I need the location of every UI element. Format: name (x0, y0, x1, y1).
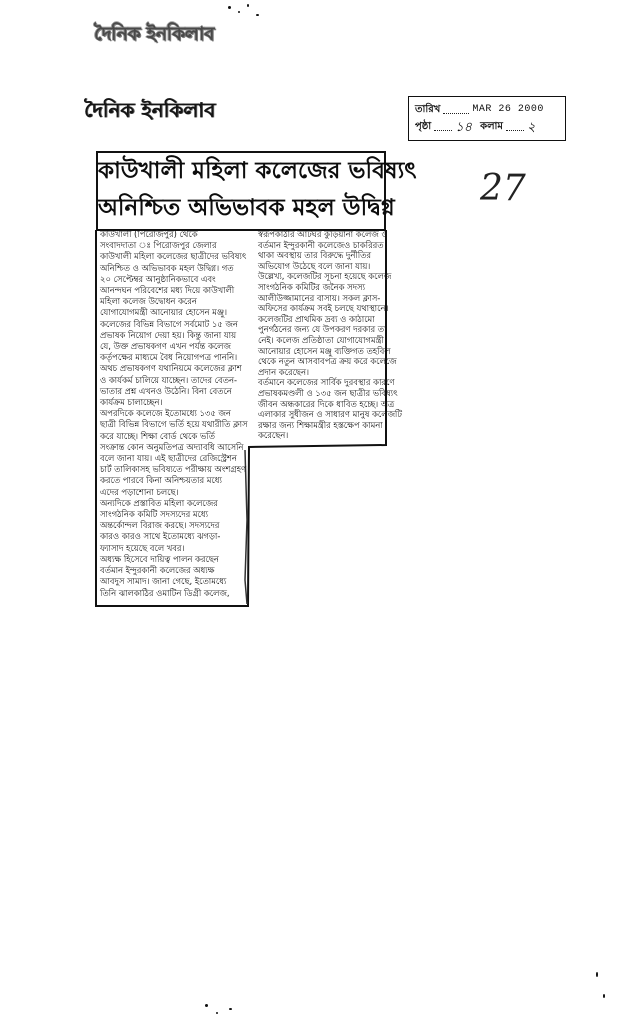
scan-noise (216, 1012, 218, 1014)
article-text-line: কাউখালী মহিলা কলেজের ছাত্রীদের ভবিষ্যৎ (100, 251, 247, 262)
stamp-page-value: ১৪ (455, 120, 473, 135)
scan-noise (596, 972, 598, 977)
article-text-line: জীবন অন্ধকারের দিকে ধাবিত হচ্ছে। অত্র (258, 398, 395, 409)
article-text-line: উল্লেখ্য, কলেজটির সূচনা হয়েছে কলেজ (258, 271, 392, 282)
article-text-line: অধ্যক্ষ হিসেবে দায়িত্ব পালন করছেন (100, 553, 219, 564)
handwritten-number: 27 (480, 168, 526, 209)
article-text-line: আনন্দঘন পরিবেশের মধ্য দিয়ে কাউখালী (100, 285, 235, 296)
article-left-column (100, 229, 246, 605)
article-text-line: মহিলা কলেজ উদ্বোধন করেন (100, 296, 197, 307)
article-text-line: নেই। কলেজ প্রতিষ্ঠাতা যোগাযোগমন্ত্রী (258, 334, 384, 345)
article-text-line: ও কার্যকর্ম চালিয়ে যাচ্ছেন। তাদের বেতন- (100, 374, 237, 385)
article-text-line: বর্তমান ইন্দুরকানী কলেজেও চাকরিরত (258, 239, 384, 250)
article-text-line: অথচ প্রভাষকগণ যথানিয়মে কলেজের ক্লাশ (100, 363, 242, 374)
article-text-line: কলেজের বিভিন্ন বিভাগে সর্বমোট ১৫ জন (100, 318, 238, 329)
article-text-line: আলীউজ্জামানের বাসায়। সকল ক্লাস- (258, 292, 381, 303)
article-text-line: যোগাযোগমন্ত্রী আনোয়ার হোসেন মঞ্জু। (100, 307, 227, 318)
article-text-line: তিনি ঝালকাঠির ওমাটিন ডিগ্রী কলেজ, (100, 587, 230, 598)
stamp-column-label: কলাম (480, 121, 503, 132)
dotted-leader (434, 130, 452, 131)
article-text-line: সাংগঠনিক কমিটির জনৈক সদস্য (258, 281, 366, 292)
article-text-line: ভাতার প্রশ্ন এখনও উঠেনি। বিনা বেতনে (100, 385, 232, 396)
article-text-line: চার্ট তালিকাসহ ভবিষ্যতে পরীক্ষায় অংশগ্রহণ (100, 464, 247, 475)
newspaper-masthead: দৈনিক ইনকিলাব (94, 23, 215, 45)
article-text-line: ছাত্রী বিভিন্ন বিভাগে ভর্তি হয়ে যথারীতি ক্লাস (100, 419, 248, 430)
headline-box (96, 151, 417, 231)
article-text-line: পুনর্গঠনের জন্য যে উপকরণ দরকার তা (258, 324, 387, 335)
scan-noise (205, 1004, 208, 1007)
article-text-line: আনোয়ার হোসেন মঞ্জু ব্যক্তিগত তহবিল (258, 345, 391, 356)
dotted-leader (506, 130, 524, 131)
article-text-line: এলাকার সুধীজন ও সাধারণ মানুষ কলেজটি (258, 409, 402, 420)
article-text-line: স্বরূপকাঠীর আটঘর কুড়িয়ানা কলেজ ও (258, 229, 388, 239)
article-text-line: বর্তমান ইন্দুরকানী কলেজের অধ্যক্ষ (100, 565, 215, 576)
stamp-date-row (415, 101, 559, 118)
article-text-line: থেকে নতুন আসবাবপত্র ক্রয় করে কলেজে (258, 356, 397, 367)
article-text-line: থাকা অবস্থায় তার বিরুদ্ধে দুর্নীতির (258, 250, 371, 261)
stamp-page-row (415, 118, 559, 135)
article-text-line: কারও কারও সাথে ইতোমধ্যে ঝগড়া- (100, 531, 221, 542)
article-text-line: সাংগঠনিক কমিটি সদস্যদের মধ্যে (100, 509, 209, 520)
stamp-page-label: পৃষ্ঠা (415, 121, 432, 132)
scan-noise (256, 14, 259, 16)
article-text-line: আবদুস সামাদ। জানা গেছে, ইতোমধ্যে (100, 576, 227, 587)
article-text-line: রক্ষার জন্য শিক্ষামন্ত্রীর হস্তক্ষেপ কামনা (258, 419, 383, 430)
scan-noise (229, 1008, 232, 1010)
article-text-line: করেছেন। (258, 430, 289, 441)
article-text-line: কাউখালী (পিরোজপুর) থেকে (100, 229, 198, 239)
article-text-line: প্রভাষক নিয়োগ দেয়া হয়। কিন্তু জানা যায় (100, 329, 237, 340)
article-text-line: অপরদিকে কলেজে ইতোমধ্যে ১৩৫ জন (100, 408, 231, 419)
article-text-line: অভিযোগ উঠেছে বলে জানা যায়। (258, 260, 371, 271)
article-text-line: যে, উক্ত প্রভাষকগণ এখন পর্যন্ত কলেজ (100, 341, 231, 352)
article-text-line: ফ্যাসাদ হয়েছে বলে খবর। (100, 542, 185, 553)
scan-noise (228, 6, 231, 9)
article-text-line: কলেজটির প্রাথমিক দ্রব্য ও কাঠামো (258, 313, 375, 324)
article-text-line: কর্তৃপক্ষের মাধ্যমে বৈধ নিয়োগপত্র পাননি। (100, 352, 238, 363)
article-text-line: বলে জানা যায়। এই ছাত্রীদের রেজিস্ট্রেশন (100, 453, 237, 464)
article-text-line: অন্যদিকে প্রস্তাবিত মহিলা কলেজের (100, 497, 218, 508)
article-text-line: প্রদান করেছেন। (258, 366, 310, 377)
headline-line-1: কাউখালী মহিলা কলেজের ভবিষ্যৎ (98, 158, 417, 184)
article-text-line: অফিসের কার্যক্রম সবই চলছে যথাস্থানে। (258, 303, 389, 314)
article-text-line: করতে পারবে কিনা অনিশ্চয়তার মধ্যে (100, 475, 222, 486)
article-text-line: ২০ সেপ্টেম্বর আনুষ্ঠানিকভাবে এবং (100, 273, 216, 284)
article-text-line: কার্যক্রম চালাচ্ছেন। (100, 397, 163, 408)
newspaper-name: দৈনিক ইনকিলাব (84, 98, 216, 122)
article-text-line: সংক্রান্ত কোন অনুমতিপত্র অদ্যাবধি আসেনি (100, 441, 244, 452)
article-text-line: প্রভাষকমণ্ডলী ও ১৩৫ জন ছাত্রীর ভবিষ্যৎ (258, 387, 398, 398)
dotted-leader (443, 113, 469, 114)
headline-line-2: অনিশ্চিত অভিভাবক মহল উদ্বিগ্ন (98, 195, 395, 221)
scan-noise (247, 4, 249, 7)
archive-stamp (408, 96, 566, 141)
scan-noise (603, 994, 605, 998)
article-text-line: করে যাচ্ছে। শিক্ষা বোর্ড থেকে ভর্তি (100, 430, 215, 441)
scan-noise (238, 11, 240, 13)
stamp-column-value: ২ (526, 120, 536, 135)
article-right-column (258, 229, 402, 444)
stamp-date-label: তারিখ (415, 104, 441, 115)
article-text-line: এদের পড়াশোনা চলছে। (100, 486, 179, 497)
article-text-line: সংবাদদাতা ঃ পিরোজপুর জেলার (100, 240, 217, 251)
article-text-line: বর্তমানে কলেজের সার্বিক দুরবস্থার কারণে (258, 377, 395, 388)
article-text-line: অনিশ্চিত ও অভিভাবক মহল উদ্বিগ্ন। গত (100, 262, 234, 273)
stamp-date-value: MAR 26 2000 (472, 104, 544, 115)
article-text-line: অন্তর্কোন্দল বিরাজ করছে। সদস্যদের (100, 520, 220, 531)
